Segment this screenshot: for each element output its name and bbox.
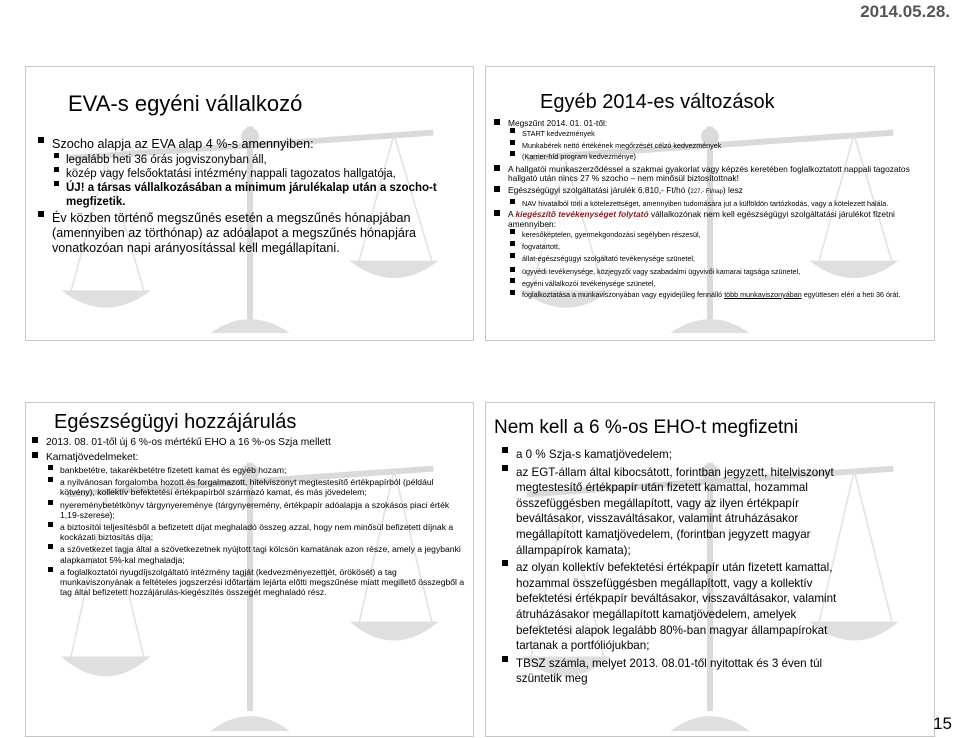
sub-bullet-item: nyereménybetétkönyv tárgynyereménye (tárgynyeremény, értékpapír adóalapja a szokásos piaci érték 1,19-szerese); (46, 500, 466, 520)
bullet-item: az EGT-állam által kibocsátott, forintban jegyzett, hitelviszonyt megtestesítő értékpapír után fizetett kamattal, hozammal összefüggésben megállapított, vagy az ilyen értékpapír beváltásakor, visszaváltásakor, valamint átruházásakor megállapított kamatjövedelem, (forintban jegyzett magyar állampapírok kamata); (500, 465, 845, 559)
bullet-item (492, 186, 928, 208)
bullet-text: A hallgatói munkaszerződéssel a szakmai gyakorlat vagy képzés keretében foglalkoztatott nappali tagozatos hallgató után nincs 27 % szocho – nem minősül biztosítottnak! (508, 163, 910, 184)
bullet-item: az olyan kollektív befektetési értékpapír után fizetett kamattal, hozammal összefüggésben megállapított, vagy a kollektív befektetési értékpapír beváltásakor, visszaváltásakor, valamint átruházásakor megállapított kamatjövedelem, amelyek befektetési alapok legalább 80%-ban magyar állampapírokat tartanak a portfóliójukban; (500, 560, 845, 654)
bullet-text: Kamatjövedelmeket: (46, 451, 139, 463)
bullet-item (30, 437, 466, 449)
slide3-bullets (30, 437, 466, 597)
bullet-text-small: 227,- Ft/nap (690, 188, 723, 195)
bullet-text: Megszűnt 2014. 01. 01-től: (508, 118, 608, 128)
sub-bullet-item: a foglalkoztatói nyugdíjszolgáltató intézmény tagját (kedvezményezettjét, örökösét) a tag munkaviszonyának a feltételes jogszerzési időtartam lejárta előtti megszűnése miatt megillető összegből a tag által befizetett hozzájárulás-kiegészítés összegét meghaladó rész. (46, 567, 466, 598)
sub-bullet-item: START kedvezmények (508, 128, 928, 140)
sub-bullet-item: ÚJ! a társas vállalkozásában a minimum járulékalap után a szocho-t megfizetik. (52, 181, 461, 209)
slide-title: Egyéb 2014-es változások (540, 91, 775, 113)
bullet-item (492, 119, 928, 163)
sub-bullet-item: egyéni vállalkozói tevékenysége szünetel, (508, 278, 928, 290)
sub-bullet-text: foglalkoztatása a munkaviszonyában vagy egyidejűleg fennálló (522, 289, 725, 299)
sub-bullets (508, 229, 928, 299)
bullet-item (30, 452, 466, 598)
slide2-bullets (492, 119, 928, 299)
date-header: 2014.05.28. (860, 2, 950, 21)
sub-bullet-item: közép vagy felsőoktatási intézmény nappali tagozatos hallgatója, (52, 167, 461, 181)
bullet-item (36, 211, 461, 256)
sub-bullet-item: állat-egészségügyi szolgáltató tevékenysége szünetel, (508, 253, 928, 265)
sub-bullet-item: ügyvédi tevékenysége, közjegyzői vagy szabadalmi ügyvivői kamarai tagsága szünetel, (508, 265, 928, 278)
sub-bullet-item: keresőképtelen, gyermekgondozási segélyben részesül, (508, 229, 928, 241)
sub-bullet-item (508, 290, 928, 299)
sub-bullets (508, 199, 928, 208)
sub-bullet-item: NAV hivatalból törli a kötelezettséget, amennyiben tudomására jut a külföldön tartózkodás, vagy a kötelezett halála. (508, 199, 928, 208)
sub-bullets (508, 128, 928, 163)
bullet-text: A (508, 209, 516, 220)
slide-eva (25, 66, 474, 341)
bullet-text: ) lesz (722, 184, 743, 195)
slide-eho (25, 402, 474, 737)
sub-bullet-item: bankbetétre, takarékbetétre fizetett kamat és egyéb hozam; (46, 465, 466, 475)
sub-bullet-text: együttesen eléri a heti 36 órát. (801, 289, 901, 299)
sub-bullet-item: Munkabérek nettó értékének megőrzését célzó kedvezmények (508, 140, 928, 152)
bullet-item: TBSZ számla, melyet 2013. 08.01-től nyitottak és 3 éven túl szüntetik meg (500, 656, 845, 687)
sub-bullet-item: fogvatartott, (508, 241, 928, 253)
bullet-text-emphasis: kiegészítő tevékenységet folytató (515, 209, 649, 220)
sub-bullet-item: a nyilvánosan forgalomba hozott és forgalmazott, hitelviszonyt megtestesítő értékpapírból (például kötvény), kollektív befektetési értékpapírból származó kamat, és más jövedelem; (46, 477, 466, 497)
slide4-bullets (500, 447, 845, 687)
slide-title: Nem kell a 6 %-os EHO-t megfizetni (494, 417, 799, 438)
bullet-item: a 0 % Szja-s kamatjövedelem; (500, 447, 845, 463)
sub-bullets (46, 465, 466, 597)
page-number: 15 (933, 714, 952, 733)
slide-title: Egészségügyi hozzájárulás (54, 411, 297, 433)
slide-eho-exempt (485, 402, 935, 737)
sub-bullets (52, 153, 461, 209)
bullet-text: Egészségügyi szolgáltatási járulék 6.810,- Ft/hó ( (508, 184, 691, 195)
slide-title: EVA-s egyéni vállalkozó (68, 91, 303, 116)
sub-bullet-item: legalább heti 36 órás jogviszonyban áll, (52, 153, 461, 167)
bullet-item (492, 210, 928, 299)
slide-changes-2014 (485, 66, 935, 341)
sub-bullet-item: a szövetkezet tagja által a szövetkezetnek nyújtott tagi kölcsön kamatának azon része, amely a jegybanki alapkamatot 5%-kal meghaladja; (46, 544, 466, 564)
sub-bullet-item: (Karrier-híd program kedvezménye) (508, 151, 928, 163)
slide1-bullets (36, 137, 461, 256)
bullet-text: Szocho alapja az EVA alap 4 %-s amennyiben: (52, 137, 314, 151)
bullet-item (492, 165, 928, 184)
bullet-item (36, 137, 461, 209)
bullet-text: vállalkozónak nem kell egészségügyi szolgáltatási járulékot fizetni amennyiben: (508, 209, 895, 229)
sub-bullet-item: a biztosítói teljesítésből a befizetett díjat meghaladó összeg azzal, hogy nem minősül befizetett díjnak a kockázati biztosítás díja; (46, 522, 466, 542)
link-tobb-munkaviszony[interactable]: több munkaviszonyában (724, 289, 802, 299)
bullet-text: 2013. 08. 01-től új 6 %-os mértékű EHO a 16 %-os Szja mellett (46, 437, 331, 448)
bullet-text: Év közben történő megszűnés esetén a megszűnés hónapjában (amennyiben az törthónap) az adóalapot a megszűnés hónapjára vonatkozóan napi arányosítással kell megállapítani. (52, 211, 417, 255)
